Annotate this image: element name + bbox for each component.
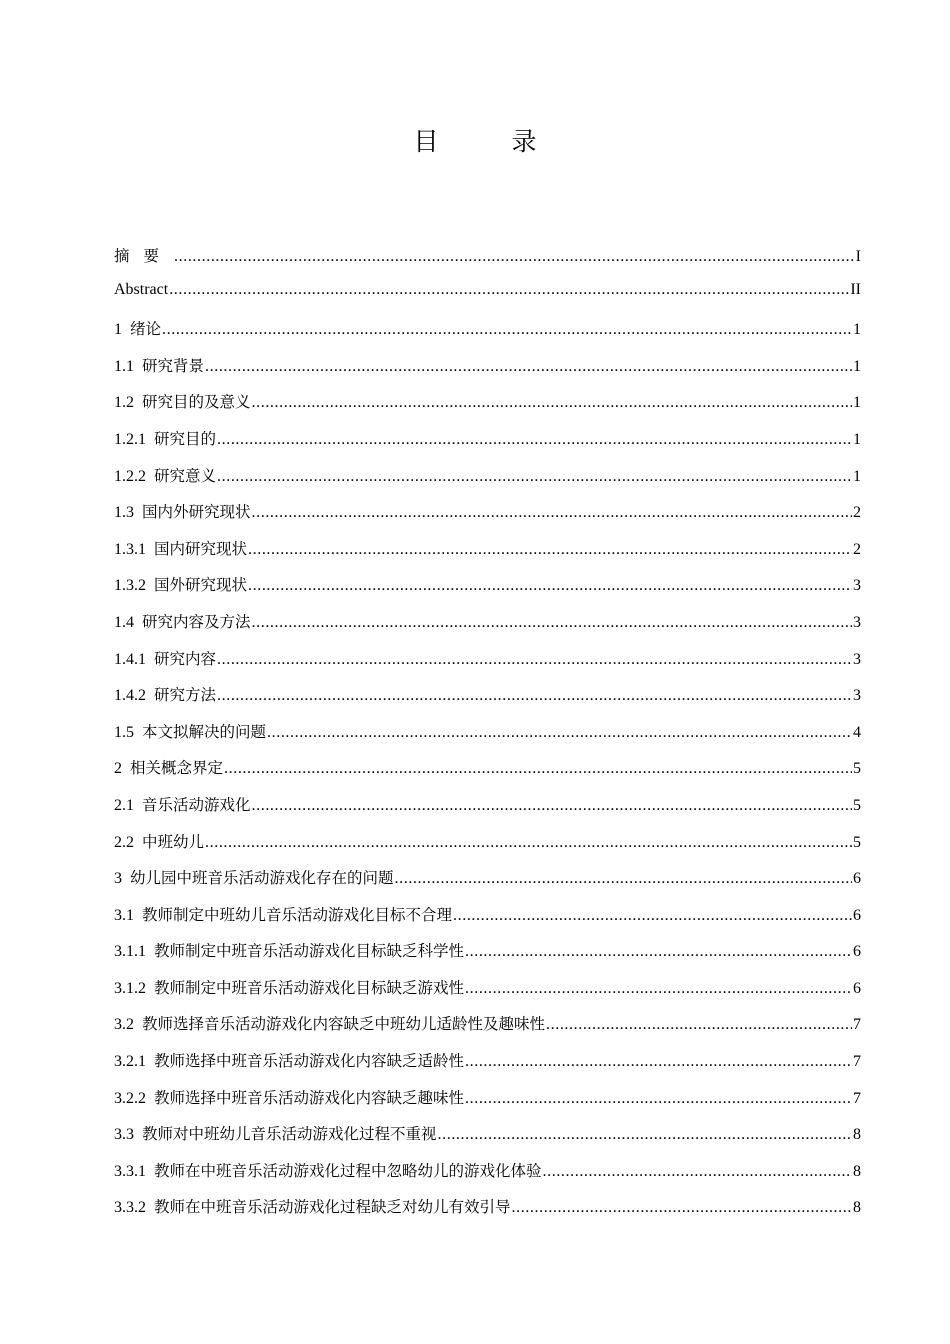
toc-entry-title: 研究内容及方法 (142, 612, 251, 631)
toc-entry-page-number: 1 (853, 394, 861, 412)
toc-entry[interactable] (114, 1012, 861, 1049)
toc-entry-number: 3.2 (114, 1016, 134, 1034)
toc-title: 目 录 (413, 127, 561, 156)
toc-dot-leader (162, 321, 852, 339)
toc-dot-leader (224, 760, 852, 778)
toc-entry-page-number: 6 (853, 870, 861, 888)
toc-entry-number: 2.2 (114, 833, 134, 851)
toc-entry-page-number: 5 (853, 760, 861, 778)
toc-entry-page-number: 5 (853, 796, 861, 814)
toc-dot-leader (395, 870, 852, 888)
toc-dot-leader (217, 651, 852, 669)
toc-entry[interactable] (114, 390, 861, 427)
toc-entry-title: 教师选择中班音乐活动游戏化内容缺乏适龄性 (154, 1052, 465, 1071)
toc-entry-number: 2 (114, 760, 122, 778)
toc-entry[interactable] (114, 683, 861, 720)
toc-entry-page-number: 2 (853, 504, 861, 522)
toc-entry-title: 教师制定中班音乐活动游戏化目标缺乏科学性 (154, 942, 465, 961)
toc-entry[interactable] (114, 317, 861, 354)
toc-entry[interactable] (114, 1195, 861, 1232)
toc-dot-leader (205, 358, 852, 376)
toc-dot-leader (217, 431, 852, 449)
toc-dot-leader (465, 980, 852, 998)
toc-entry[interactable] (114, 244, 861, 281)
toc-entry[interactable] (114, 610, 861, 647)
toc-entry-title: 教师选择音乐活动游戏化内容缺乏中班幼儿适龄性及趣味性 (142, 1015, 546, 1034)
toc-dot-leader (267, 724, 852, 742)
toc-entry-title: 研究目的及意义 (142, 393, 251, 412)
toc-dot-leader (546, 1016, 852, 1034)
toc-entry-page-number: 3 (853, 650, 861, 668)
toc-entry[interactable] (114, 464, 861, 501)
toc-entry-title: Abstract (114, 280, 169, 298)
toc-entry-title: 教师制定中班音乐活动游戏化目标缺乏游戏性 (154, 978, 465, 997)
toc-entry-title: 研究方法 (154, 686, 217, 705)
toc-entry-number: 1.4.1 (114, 650, 146, 668)
toc-entry-page-number: 3 (853, 613, 861, 631)
toc-entry-number: 3.3 (114, 1126, 134, 1144)
toc-dot-leader (252, 797, 852, 815)
toc-entry[interactable] (114, 1159, 861, 1196)
toc-entry-number: 1.1 (114, 357, 134, 375)
toc-dot-leader (252, 614, 852, 632)
toc-entry[interactable] (114, 720, 861, 757)
toc-entry-title: 摘要 (114, 247, 174, 265)
toc-entry-number: 3.3.1 (114, 1162, 146, 1180)
toc-dot-leader (174, 248, 855, 266)
toc-entry[interactable] (114, 500, 861, 537)
toc-entry-number: 3.1 (114, 906, 134, 924)
toc-entry[interactable] (114, 903, 861, 940)
toc-dot-leader (217, 687, 852, 705)
toc-entry[interactable] (114, 756, 861, 793)
toc-dot-leader (248, 577, 852, 595)
toc-entry-page-number: 7 (853, 1016, 861, 1034)
toc-entry-title: 绪论 (130, 320, 162, 339)
toc-entry-page-number: 8 (853, 1199, 861, 1217)
toc-entry[interactable] (114, 830, 861, 867)
toc-entry-page-number: 6 (853, 943, 861, 961)
toc-entry-number: 2.1 (114, 796, 134, 814)
toc-entry-page-number: II (850, 280, 861, 298)
toc-dot-leader (438, 1126, 852, 1144)
toc-entry-title: 研究意义 (154, 466, 217, 485)
toc-dot-leader (465, 943, 852, 961)
toc-dot-leader (248, 541, 852, 559)
toc-entry-page-number: 1 (853, 430, 861, 448)
toc-dot-leader (512, 1199, 852, 1217)
toc-entry-title: 研究背景 (142, 356, 205, 375)
toc-entry-page-number: 3 (853, 577, 861, 595)
toc-entry-title: 国外研究现状 (154, 576, 248, 595)
toc-entry-page-number: 8 (853, 1126, 861, 1144)
toc-entry-number: 1.2 (114, 394, 134, 412)
toc-entry-number: 1.4 (114, 613, 134, 631)
toc-entry[interactable] (114, 866, 861, 903)
toc-entry[interactable] (114, 793, 861, 830)
toc-entry-number: 1.3.2 (114, 577, 146, 595)
toc-entry-number: 3.2.1 (114, 1053, 146, 1071)
toc-dot-leader (217, 468, 852, 486)
toc-entry-page-number: 1 (853, 357, 861, 375)
toc-entry-page-number: 6 (853, 979, 861, 997)
toc-dot-leader (252, 504, 852, 522)
toc-entry-title: 本文拟解决的问题 (142, 722, 267, 741)
toc-dot-leader (465, 1090, 852, 1108)
toc-entry[interactable] (114, 537, 861, 574)
toc-entry-page-number: 6 (853, 906, 861, 924)
toc-entry-page-number: 5 (853, 833, 861, 851)
toc-entry-number: 1.4.2 (114, 687, 146, 705)
toc-entry[interactable] (114, 1086, 861, 1123)
toc-entry-page-number: 7 (853, 1089, 861, 1107)
toc-entry-title: 研究内容 (154, 649, 217, 668)
toc-entry-page-number: 3 (853, 687, 861, 705)
toc-entry-number: 1 (114, 321, 122, 339)
toc-entry[interactable] (114, 647, 861, 684)
toc-entry-page-number: I (855, 248, 861, 265)
toc-entry-title: 国内研究现状 (154, 539, 248, 558)
toc-entry[interactable] (114, 976, 861, 1013)
toc-entry-number: 3.1.1 (114, 943, 146, 961)
toc-entry[interactable] (114, 939, 861, 976)
toc-entry-title: 教师对中班幼儿音乐活动游戏化过程不重视 (142, 1125, 437, 1144)
toc-entry[interactable] (114, 1122, 861, 1159)
toc-dot-leader (169, 281, 849, 299)
toc-entry-page-number: 7 (853, 1053, 861, 1071)
toc-entry-title: 教师在中班音乐活动游戏化过程中忽略幼儿的游戏化体验 (154, 1161, 542, 1180)
toc-entry-title: 教师选择中班音乐活动游戏化内容缺乏趣味性 (154, 1088, 465, 1107)
toc-entry-number: 1.3 (114, 504, 134, 522)
toc-dot-leader (453, 907, 852, 925)
toc-entry-number: 1.2.1 (114, 430, 146, 448)
toc-entry-page-number: 1 (853, 321, 861, 339)
toc-entry-number: 3.3.2 (114, 1199, 146, 1217)
toc-entry-title: 音乐活动游戏化 (142, 795, 251, 814)
toc-entry[interactable] (114, 427, 861, 464)
toc-dot-leader (465, 1053, 852, 1071)
toc-entry-title: 中班幼儿 (142, 832, 205, 851)
toc-entry-number: 1.5 (114, 723, 134, 741)
toc-entry-page-number: 8 (853, 1162, 861, 1180)
toc-dot-leader (543, 1163, 852, 1181)
toc-entry-number: 1.3.1 (114, 540, 146, 558)
toc-dot-leader (205, 834, 852, 852)
toc-entry-title: 相关概念界定 (130, 759, 224, 778)
toc-entry-number: 3.1.2 (114, 979, 146, 997)
toc-entry-title: 研究目的 (154, 429, 217, 448)
toc-entry-page-number: 4 (853, 723, 861, 741)
toc-entry[interactable] (114, 573, 861, 610)
toc-entry[interactable] (114, 281, 861, 318)
toc-entry-number: 1.2.2 (114, 467, 146, 485)
toc-entry[interactable] (114, 354, 861, 391)
toc-entry-page-number: 1 (853, 467, 861, 485)
table-of-contents (114, 244, 861, 1232)
toc-entry-title: 国内外研究现状 (142, 503, 251, 522)
toc-entry-title: 幼儿园中班音乐活动游戏化存在的问题 (130, 869, 394, 888)
toc-entry[interactable] (114, 1049, 861, 1086)
toc-entry-page-number: 2 (853, 540, 861, 558)
toc-entry-title: 教师在中班音乐活动游戏化过程缺乏对幼儿有效引导 (154, 1198, 511, 1217)
toc-dot-leader (252, 394, 852, 412)
toc-entry-number: 3 (114, 870, 122, 888)
toc-entry-number: 3.2.2 (114, 1089, 146, 1107)
toc-entry-title: 教师制定中班幼儿音乐活动游戏化目标不合理 (142, 905, 453, 924)
